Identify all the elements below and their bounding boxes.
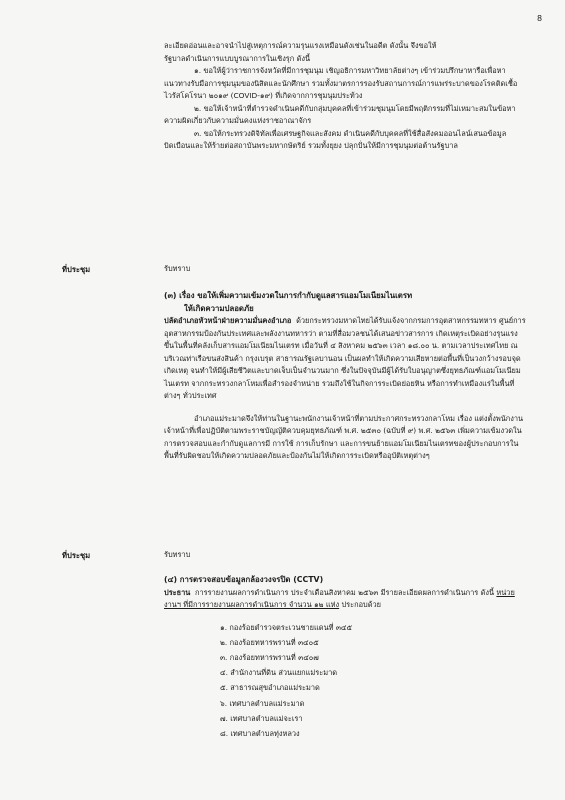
intro-item-1: ๑. ขอให้ผู้ว่าราชการจังหวัดที่มีการชุมนุม เชิญอธิการมหาวิทยาลัยต่างๆ เข้าร่วมปรึกษาหารือเพื่อหาแนวทางรับมือการชุมนุมของนิสิตและนักศึกษา รวมทั้งมาตรการรองรับสถานการณ์การแพร่ระบาดของโรคติดเชื้อไวรัสโคโรนา ๒๐๑๙ (COVID-๑๙) ที่เกิดจากการชุมนุมประท้วง	[164, 66, 518, 100]
agency-list-item: ๓. กองร้อยทหารพรานที่ ๓๔๐๗	[220, 652, 319, 662]
page-number: 8	[537, 14, 543, 23]
agenda-4-text-underlined: หน่วยงานฯ ที่มีการรายงานผลการดำเนินการ จำนวน ๑๒ แห่ง	[164, 587, 515, 609]
agenda-4-title: (๔) การตรวจสอบข้อมูลกล้องวงจรปิด (CCTV)	[164, 575, 324, 584]
intro-item-2: ๒. ขอให้เจ้าหน้าที่ตำรวจดำเนินคดีกับกลุ่มบุคคลที่เข้าร่วมชุมนุมโดยมีพฤติกรรมที่ไม่เหมาะสมในข้อหาความผิดเกี่ยวกับความมั่นคงแห่งราชอาณาจักร	[164, 103, 516, 125]
agency-list	[164, 620, 526, 742]
meeting-result-2	[164, 549, 526, 562]
intro-item-3: ๓. ขอให้กระทรวงดิจิทัลเพื่อเศรษฐกิจและสังคม ดำเนินคดีกับบุคคลที่ใช้สื่อสังคมออนไลน์เสนอข้อมูลบิดเบือนและให้ร้ายต่อสถาบันพระมหากษัตริย์ รวมทั้งยุยง ปลุกปั่นให้มีการชุมนุมต่อต้านรัฐบาล	[164, 128, 507, 150]
agenda-4-section	[164, 574, 526, 741]
intro-line-1: ละเอียดอ่อนและอาจนำไปสู่เหตุการณ์ความรุนแรงเหมือนดังเช่นในอดีต ดังนั้น จึงขอให้	[164, 41, 437, 50]
agenda-3-paragraph-1	[164, 315, 526, 403]
meeting-label-1: ที่ประชุม	[62, 265, 91, 274]
agenda-4-paragraph	[164, 587, 526, 612]
agenda-3-speaker: ปลัดอำเภอหัวหน้าฝ่ายความมั่นคงอำเภอ	[164, 316, 292, 325]
meeting-result-text-2: รับทราบ	[164, 550, 191, 559]
agenda-4-text-a: การรายงานผลการดำเนินการ ประจำเดือนสิงหาคม ๒๕๖๓ มีรายละเอียดผลการดำเนินการ ดังนี้	[195, 587, 497, 597]
intro-line-2: รัฐบาลดำเนินการแบบบูรณาการในเชิงรุก ดังนี้	[164, 53, 311, 63]
agenda-4-chair: ประธาน	[164, 587, 191, 597]
agency-list-item: ๔. สำนักงานที่ดิน ส่วนแยกแม่ระมาด	[220, 668, 338, 678]
agency-list-item: ๒. กองร้อยทหารพรานที่ ๓๔๐๕	[220, 637, 319, 647]
agency-list-item: ๖. เทศบาลตำบลแม่ระมาด	[220, 698, 305, 708]
meeting-result-text-1: รับทราบ	[164, 264, 191, 273]
agenda-3-paragraph-2: อำเภอแม่ระมาดจึงให้ท่านในฐานะพนักงานเจ้าหน้าที่ตามประกาศกระทรวงกลาโหม เรื่อง แต่งตั้งพนักงานเจ้าหน้าที่เพื่อปฏิบัติตามพระราชบัญญัติควบคุมยุทธภัณฑ์ พ.ศ. ๒๕๓๐ (ฉบับที่ ๙) พ.ศ. ๒๕๖๓ เพิ่มความเข้มงวดในการตรวจสอบและกำกับดูแลการมี การใช้ การเก็บรักษา และการขนย้ายแอมโมเนียมไนเตรทของผู้ประกอบการในพื้นที่รับผิดชอบให้เกิดความปลอดภัยและป้องกันไม่ให้เกิดการระเบิดหรืออุบัติเหตุต่างๆ	[164, 413, 524, 460]
agency-list-item: ๗. เทศบาลตำบลแม่จะเรา	[220, 713, 303, 723]
meeting-label-2: ที่ประชุม	[62, 551, 91, 560]
agenda-3-text-1: ด้วยกระทรวงมหาดไทยได้รับแจ้งจากกรมการอุตสาหกรรมทหาร ศูนย์การอุตสาหกรรมป้องกันประเทศและพลังงานทหารว่า ตามที่สื่อมวลชนได้เสนอข่าวสารการ เกิดเหตุระเบิดอย่างรุนแรงขึ้นในพื้นที่คลังเก็บสารแอมโมเนียมไนเตรท เมื่อวันที่ ๔ สิงหาคม ๒๕๖๓ เวลา ๑๘.๐๐ น. ตามเวลาประเทศไทย ณ บริเวณท่าเรือขนส่งสินค้า กรุงเบรุต สาธารณรัฐเลบานอน เป็นผลทำให้เกิดความเสียหายต่อพื้นที่เป็นวงกว้างรอบจุดเกิดเหตุ จนทำให้มีผู้เสียชีวิตและบาดเจ็บเป็นจำนวนมาก ซึ่งในปัจจุบันมีผู้ได้รับใบอนุญาตซึ่งยุทธภัณฑ์แอมโมเนียมไนเตรท จากกระทรวงกลาโหมเพื่อสำรองจำหน่าย รวมถึงใช้ในกิจการระเบิดย่อยหิน หรือการทำเหมืองแร่ในพื้นที่ต่างๆ ทั่วประเทศ	[164, 316, 526, 400]
agenda-4-text-b: ประกอบด้วย	[339, 600, 382, 609]
agenda-3-title-line-2: ให้เกิดความปลอดภัย	[184, 303, 254, 313]
agency-list-item: ๑. กองร้อยตำรวจตระเวนชายแดนที่ ๓๔๕	[220, 622, 353, 632]
agency-list-item: ๕. สาธารณสุขอำเภอแม่ระมาด	[220, 683, 320, 693]
agenda-3-title-line-1: (๓) เรื่อง ขอให้เพิ่มความเข้มงวดในการกำกับดูแลสารแอมโมเนียมไนเตรท	[164, 291, 413, 300]
agency-list-item: ๘. เทศบาลตำบลทุ่งหลวง	[220, 728, 300, 738]
meeting-result-1	[164, 263, 526, 276]
agenda-3-section	[164, 290, 526, 463]
intro-section	[164, 40, 526, 153]
